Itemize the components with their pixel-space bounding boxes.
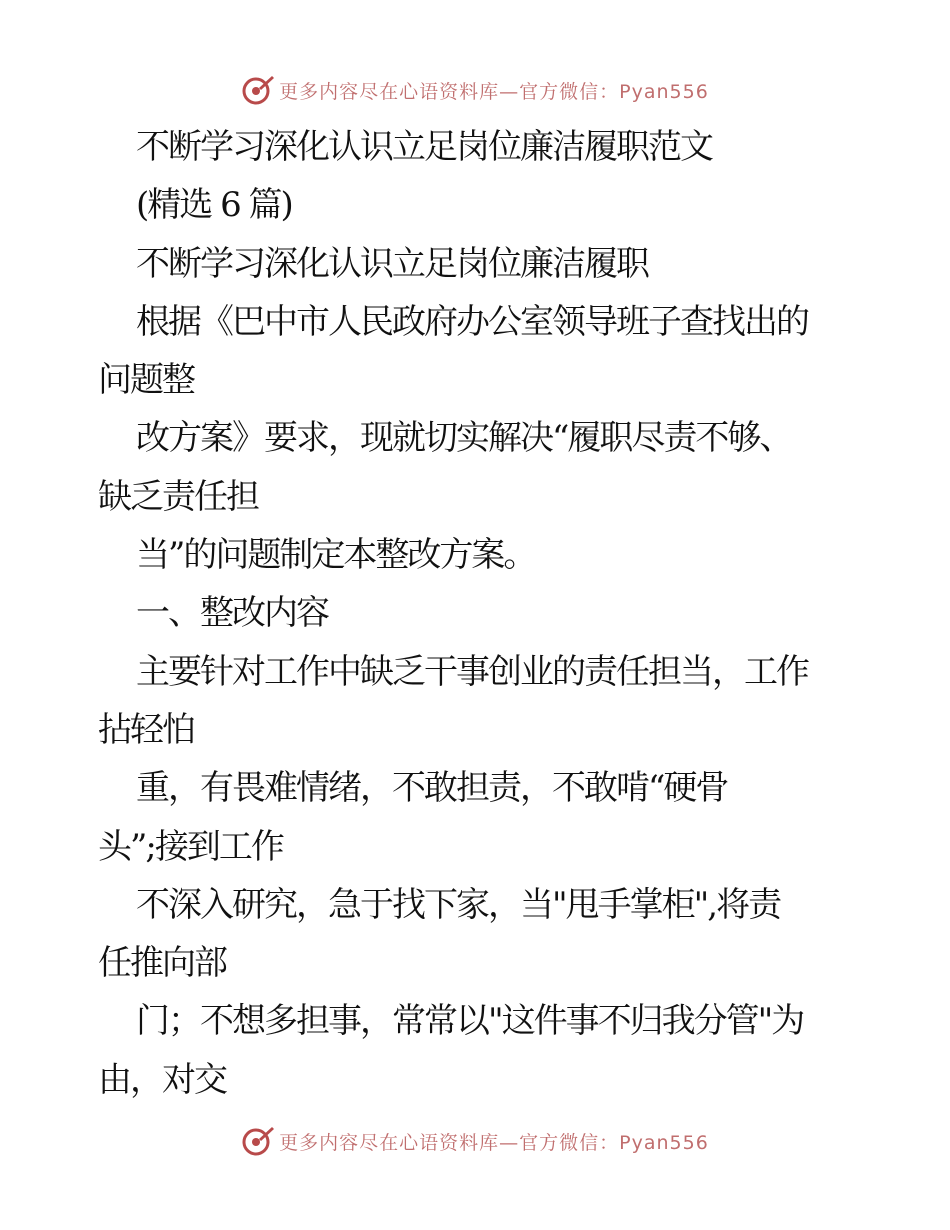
doc-line: 头”;接到工作 [98,826,283,867]
doc-line: 重，有畏难情绪，不敢担责，不敢啃“硬骨 [136,768,728,809]
doc-line: 根据《巴中市人民政府办公室领导班子查找出的 [136,301,808,342]
doc-line: 不深入研究，急于找下家，当"甩手掌柜",将责 [136,884,781,925]
doc-line: 拈轻怕 [98,709,194,750]
watermark-banner-bottom [0,1121,950,1161]
watermark-text: 更多内容尽在心语资料库—官方微信：Pyan556 [279,80,709,103]
doc-line: 主要针对工作中缺乏干事创业的责任担当，工作 [136,651,808,692]
pen-circle-logo-icon [241,1124,275,1158]
watermark-banner-top [0,70,950,110]
doc-line: 问题整 [98,360,194,401]
doc-line: 由，对交 [98,1059,226,1100]
doc-line: 任推向部 [98,943,226,984]
watermark-text: 更多内容尽在心语资料库—官方微信：Pyan556 [279,1131,709,1154]
doc-line: 一、整改内容 [136,593,328,634]
doc-line: 改方案》要求，现就切实解决“履职尽责不够、 [136,418,792,459]
doc-line: 当”的问题制定本整改方案。 [136,535,536,576]
doc-line: 不断学习深化认识立足岗位廉洁履职 [136,243,648,284]
pen-circle-logo-icon [241,73,275,107]
doc-line: 不断学习深化认识立足岗位廉洁履职范文 [136,127,712,167]
doc-line: 缺乏责任担 [98,476,258,517]
document-body [0,118,950,1109]
doc-line: 门；不想多担事，常常以"这件事不归我分管"为 [136,1001,804,1042]
doc-line: (精选 6 篇) [136,185,292,226]
